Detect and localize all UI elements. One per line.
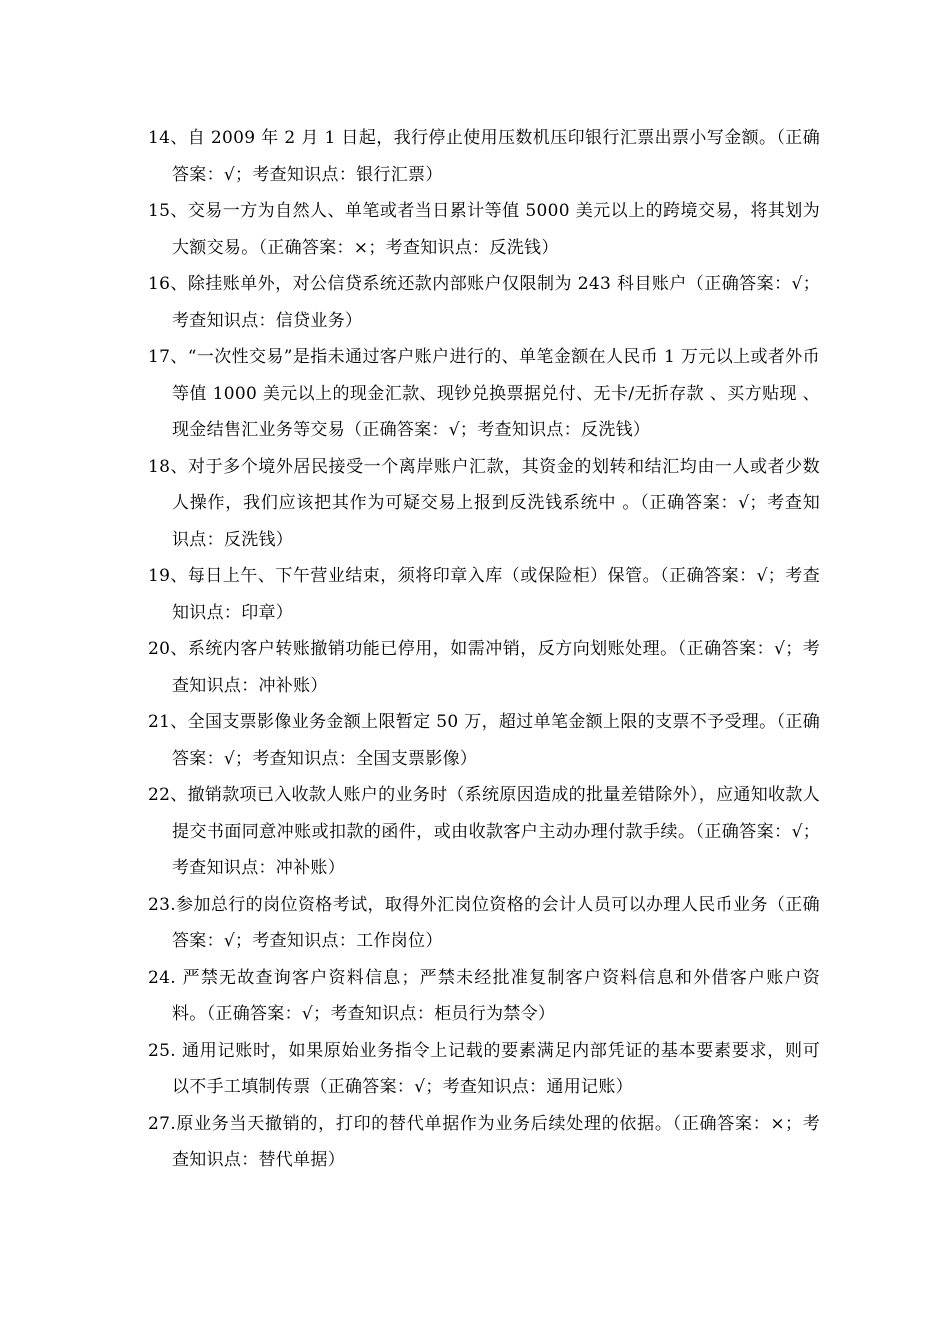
question-item-15: 15、交易一方为自然人、单笔或者当日累计等值 5000 美元以上的跨境交易，将其划为大额交易。（正确答案：×；考查知识点：反洗钱） bbox=[148, 201, 820, 258]
question-item-27: 27.原业务当天撤销的，打印的替代单据作为业务后续处理的依据。（正确答案：×；考查知识点：替代单据） bbox=[148, 1113, 820, 1170]
question-item-16: 16、除挂账单外，对公信贷系统还款内部账户仅限制为 243 科目账户（正确答案：√；考查知识点：信贷业务） bbox=[148, 274, 820, 331]
question-item-24: 24. 严禁无故查询客户资料信息；严禁未经批准复制客户资料信息和外借客户账户资料。（正确答案：√；考查知识点：柜员行为禁令） bbox=[148, 967, 820, 1024]
question-item-21: 21、全国支票影像业务金额上限暂定 50 万，超过单笔金额上限的支票不予受理。（正确答案：√；考查知识点：全国支票影像） bbox=[148, 712, 820, 769]
question-item-20: 20、系统内客户转账撤销功能已停用，如需冲销，反方向划账处理。（正确答案：√；考查知识点：冲补账） bbox=[148, 639, 820, 696]
question-list bbox=[148, 120, 820, 1179]
question-item-25: 25. 通用记账时，如果原始业务指令上记载的要素满足内部凭证的基本要素要求，则可以不手工填制传票（正确答案：√；考查知识点：通用记账） bbox=[148, 1040, 820, 1097]
question-item-22: 22、撤销款项已入收款人账户的业务时（系统原因造成的批量差错除外），应通知收款人提交书面同意冲账或扣款的函件，或由收款客户主动办理付款手续。（正确答案：√；考查知识点：冲补账） bbox=[148, 785, 820, 878]
question-item-19: 19、每日上午、下午营业结束，须将印章入库（或保险柜）保管。（正确答案：√；考查知识点：印章） bbox=[148, 566, 820, 623]
question-item-17: 17、“一次性交易”是指未通过客户账户进行的、单笔金额在人民币 1 万元以上或者外币等值 1000 美元以上的现金汇款、现钞兑换票据兑付、无卡/无折存款 、买方贴现 、现金结售汇业务等交易（正确答案：√；考查知识点：反洗钱） bbox=[148, 347, 820, 440]
question-item-14: 14、自 2009 年 2 月 1 日起，我行停止使用压数机压印银行汇票出票小写金额。（正确答案：√；考查知识点：银行汇票） bbox=[148, 128, 820, 185]
question-item-18: 18、对于多个境外居民接受一个离岸账户汇款，其资金的划转和结汇均由一人或者少数人操作，我们应该把其作为可疑交易上报到反洗钱系统中 。（正确答案：√；考查知识点：反洗钱） bbox=[148, 456, 820, 550]
question-item-23: 23.参加总行的岗位资格考试，取得外汇岗位资格的会计人员可以办理人民币业务（正确答案：√；考查知识点：工作岗位） bbox=[148, 894, 820, 951]
